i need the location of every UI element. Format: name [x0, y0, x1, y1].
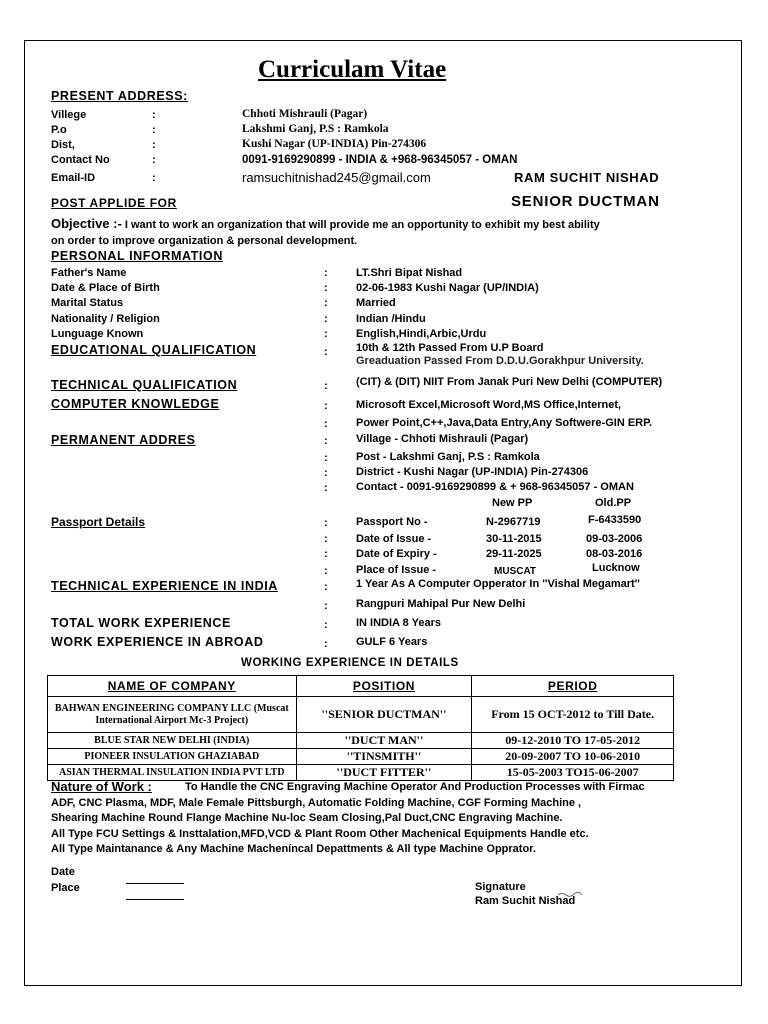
col-header-company: NAME OF COMPANY	[48, 676, 297, 697]
expiry-old: 08-03-2016	[586, 548, 643, 560]
abroad-exp-value: GULF 6 Years	[356, 636, 428, 648]
father-label: Father's Name	[51, 267, 127, 279]
post-value: SENIOR DUCTMAN	[511, 193, 660, 210]
passport-no-new: N-2967719	[486, 516, 541, 528]
applicant-name: RAM SUCHIT NISHAD	[514, 170, 660, 185]
place-issue-new: MUSCAT	[494, 566, 537, 577]
place-issue-old: Lucknow	[592, 562, 640, 574]
position-cell: ''DUCT MAN''	[296, 733, 472, 749]
father-value: LT.Shri Bipat Nishad	[356, 267, 463, 279]
permanent-line-1: Village - Chhoti Mishrauli (Pagar)	[356, 433, 529, 445]
colon: :	[324, 467, 328, 479]
marital-label: Marital Status	[51, 297, 124, 309]
colon: :	[324, 581, 328, 593]
company-cell: BAHWAN ENGINEERING COMPANY LLC (Muscat International Airport Mc-3 Project)	[48, 697, 297, 733]
po-value: Lakshmi Ganj, P.S : Ramkola	[242, 123, 389, 135]
objective-label: Objective :-	[51, 216, 122, 231]
objective-line-1	[51, 216, 600, 231]
permanent-line-4: Contact - 0091-9169290899 & + 968-96345057 - OMAN	[356, 481, 634, 493]
passport-heading: Passport Details	[51, 515, 146, 529]
technical-heading: TECHNICAL QUALIFICATION	[51, 378, 238, 392]
colon: :	[324, 418, 328, 430]
company-cell: PIONEER INSULATION GHAZIABAD	[48, 749, 297, 765]
email-link[interactable]: ramsuchitnishad245@gmail.com	[242, 170, 431, 185]
language-label: Lunguage Known	[51, 328, 144, 340]
period-cell: From 15 OCT-2012 to Till Date.	[472, 697, 674, 733]
period-cell: 20-09-2007 TO 10-06-2010	[472, 749, 674, 765]
colon: :	[152, 172, 156, 184]
signature-label: Signature	[475, 881, 526, 893]
colon: :	[324, 435, 328, 447]
place-field[interactable]	[126, 882, 184, 900]
position-cell: ''TINSMITH''	[296, 749, 472, 765]
passport-no-label: Passport No -	[356, 516, 428, 528]
period-cell: 09-12-2010 TO 17-05-2012	[472, 733, 674, 749]
table-row	[48, 733, 674, 749]
contact-label: Contact No	[51, 154, 110, 166]
expiry-new: 29-11-2025	[486, 548, 542, 560]
colon: :	[324, 400, 328, 412]
table-header-row	[48, 676, 674, 697]
india-exp-heading: TECHNICAL EXPERIENCE IN INDIA	[51, 579, 278, 593]
permanent-line-2: Post - Lakshmi Ganj, P.S : Ramkola	[356, 451, 540, 463]
language-value: English,Hindi,Arbic,Urdu	[356, 328, 487, 340]
colon: :	[324, 517, 328, 529]
nationality-value: Indian /Hindu	[356, 313, 426, 325]
place-label: Place	[51, 882, 80, 894]
contact-value: 0091-9169290899 - INDIA & +968-96345057 - OMAN	[242, 154, 518, 166]
colon: :	[324, 482, 328, 494]
nationality-label: Nationality / Religion	[51, 313, 160, 325]
colon: :	[324, 600, 328, 612]
po-label: P.o	[51, 124, 67, 136]
objective-text: I want to work an organization that will provide me an opportunity to exhibit my best ability	[124, 219, 600, 231]
india-exp-line-2: Rangpuri Mahipal Pur New Delhi	[356, 598, 526, 610]
date-label: Date	[51, 866, 75, 878]
expiry-label: Date of Expiry -	[356, 548, 437, 560]
objective-line-2: on order to improve organization & personal development.	[51, 235, 358, 247]
issue-label: Date of Issue -	[356, 533, 432, 545]
dist-value: Kushi Nagar (UP-INDIA) Pin-274306	[242, 138, 427, 150]
issue-new: 30-11-2015	[486, 533, 542, 545]
place-issue-label: Place of Issue -	[356, 564, 437, 576]
colon: :	[152, 154, 156, 166]
village-value: Chhoti Mishrauli (Pagar)	[242, 108, 368, 120]
email-label: Email-ID	[51, 172, 96, 184]
colon: :	[324, 346, 328, 358]
colon: :	[324, 619, 328, 631]
nature-label: Nature of Work :	[51, 779, 152, 794]
permanent-heading: PERMANENT ADDRES	[51, 433, 196, 447]
education-line-2: Greaduation Passed From D.D.U.Gorakhpur University.	[356, 356, 644, 366]
passport-col-new: New PP	[492, 497, 533, 509]
passport-no-old: F-6433590	[588, 514, 642, 526]
col-header-position: POSITION	[296, 676, 472, 697]
table-row	[48, 749, 674, 765]
marital-value: Married	[356, 297, 396, 309]
colon: :	[324, 548, 328, 560]
computer-heading: COMPUTER KNOWLEDGE	[51, 397, 220, 411]
india-exp-line-1: 1 Year As A Computer Opperator In ''Vishal Megamart''	[356, 578, 640, 590]
colon: :	[152, 139, 156, 151]
computer-line-1: Microsoft Excel,Microsoft Word,MS Office,Internet,	[356, 399, 622, 411]
colon: :	[324, 282, 328, 294]
colon: :	[324, 380, 328, 392]
page-title: Curriculam Vitae	[258, 56, 447, 83]
table-row	[48, 697, 674, 733]
dob-label: Date & Place of Birth	[51, 282, 160, 294]
issue-old: 09-03-2006	[586, 533, 643, 545]
period-cell: 15-05-2003 TO15-06-2007	[472, 765, 674, 781]
signature-mark	[557, 884, 583, 890]
total-exp-heading: TOTAL WORK EXPERIENCE	[51, 616, 231, 630]
colon: :	[324, 565, 328, 577]
technical-value: (CIT) & (DIT) NIIT From Janak Puri New Delhi (COMPUTER)	[356, 376, 663, 388]
colon: :	[324, 638, 328, 650]
permanent-line-3: District - Kushi Nagar (UP-INDIA) Pin-274306	[356, 466, 589, 478]
personal-heading: PERSONAL INFORMATION	[51, 249, 223, 263]
abroad-exp-heading: WORK EXPERIENCE IN ABROAD	[51, 635, 264, 649]
company-cell: ASIAN THERMAL INSULATION INDIA PVT LTD	[48, 765, 297, 781]
computer-line-2: Power Point,C++,Java,Data Entry,Any Softwere-GIN ERP.	[356, 417, 653, 429]
present-address-heading: PRESENT ADDRESS:	[51, 89, 188, 103]
post-heading: POST APPLIDE FOR	[51, 196, 177, 210]
nature-line-1: To Handle the CNC Engraving Machine Operator And Production Processes with Firmac	[185, 781, 645, 793]
colon: :	[324, 533, 328, 545]
nature-line-5: All Type Maintanance & Any Machine Macheníncal Depattments & All type Machine Opprator.	[51, 843, 536, 855]
position-cell: ''SENIOR DUCTMAN''	[296, 697, 472, 733]
colon: :	[324, 328, 328, 340]
position-cell: ''DUCT FITTER''	[296, 765, 472, 781]
education-heading: EDUCATIONAL QUALIFICATION	[51, 343, 257, 357]
colon: :	[152, 124, 156, 136]
colon: :	[324, 452, 328, 464]
village-label: Villege	[51, 109, 87, 121]
passport-col-old: Old.PP	[595, 497, 632, 509]
dist-label: Dist,	[51, 139, 75, 151]
company-cell: BLUE STAR NEW DELHI (INDIA)	[48, 733, 297, 749]
signature-name: Ram Suchit Nishad	[475, 895, 576, 907]
dob-value: 02-06-1983 Kushi Nagar (UP/INDIA)	[356, 282, 539, 294]
colon: :	[324, 313, 328, 325]
nature-line-2: ADF, CNC Plasma, MDF, Male Female Pittsburgh, Automatic Folding Machine, CGF Forming Machine ,	[51, 797, 582, 809]
colon: :	[324, 267, 328, 279]
colon: :	[152, 109, 156, 121]
col-header-period: PERIOD	[472, 676, 674, 697]
experience-table	[47, 675, 674, 781]
total-exp-value: IN INDIA 8 Years	[356, 617, 441, 629]
nature-line-4: All Type FCU Settings & Insttalation,MFD,VCD & Plant Room Other Machenical Equipments Handle etc.	[51, 828, 589, 840]
nature-line-3: Shearing Machine Round Flange Machine Nu-loc Seam Closing,Pal Duct,CNC Engraving Machine.	[51, 812, 563, 824]
details-heading: WORKING EXPERIENCE IN DETAILS	[241, 657, 459, 669]
education-line-1: 10th & 12th Passed From U.P Board	[356, 342, 544, 354]
colon: :	[324, 297, 328, 309]
